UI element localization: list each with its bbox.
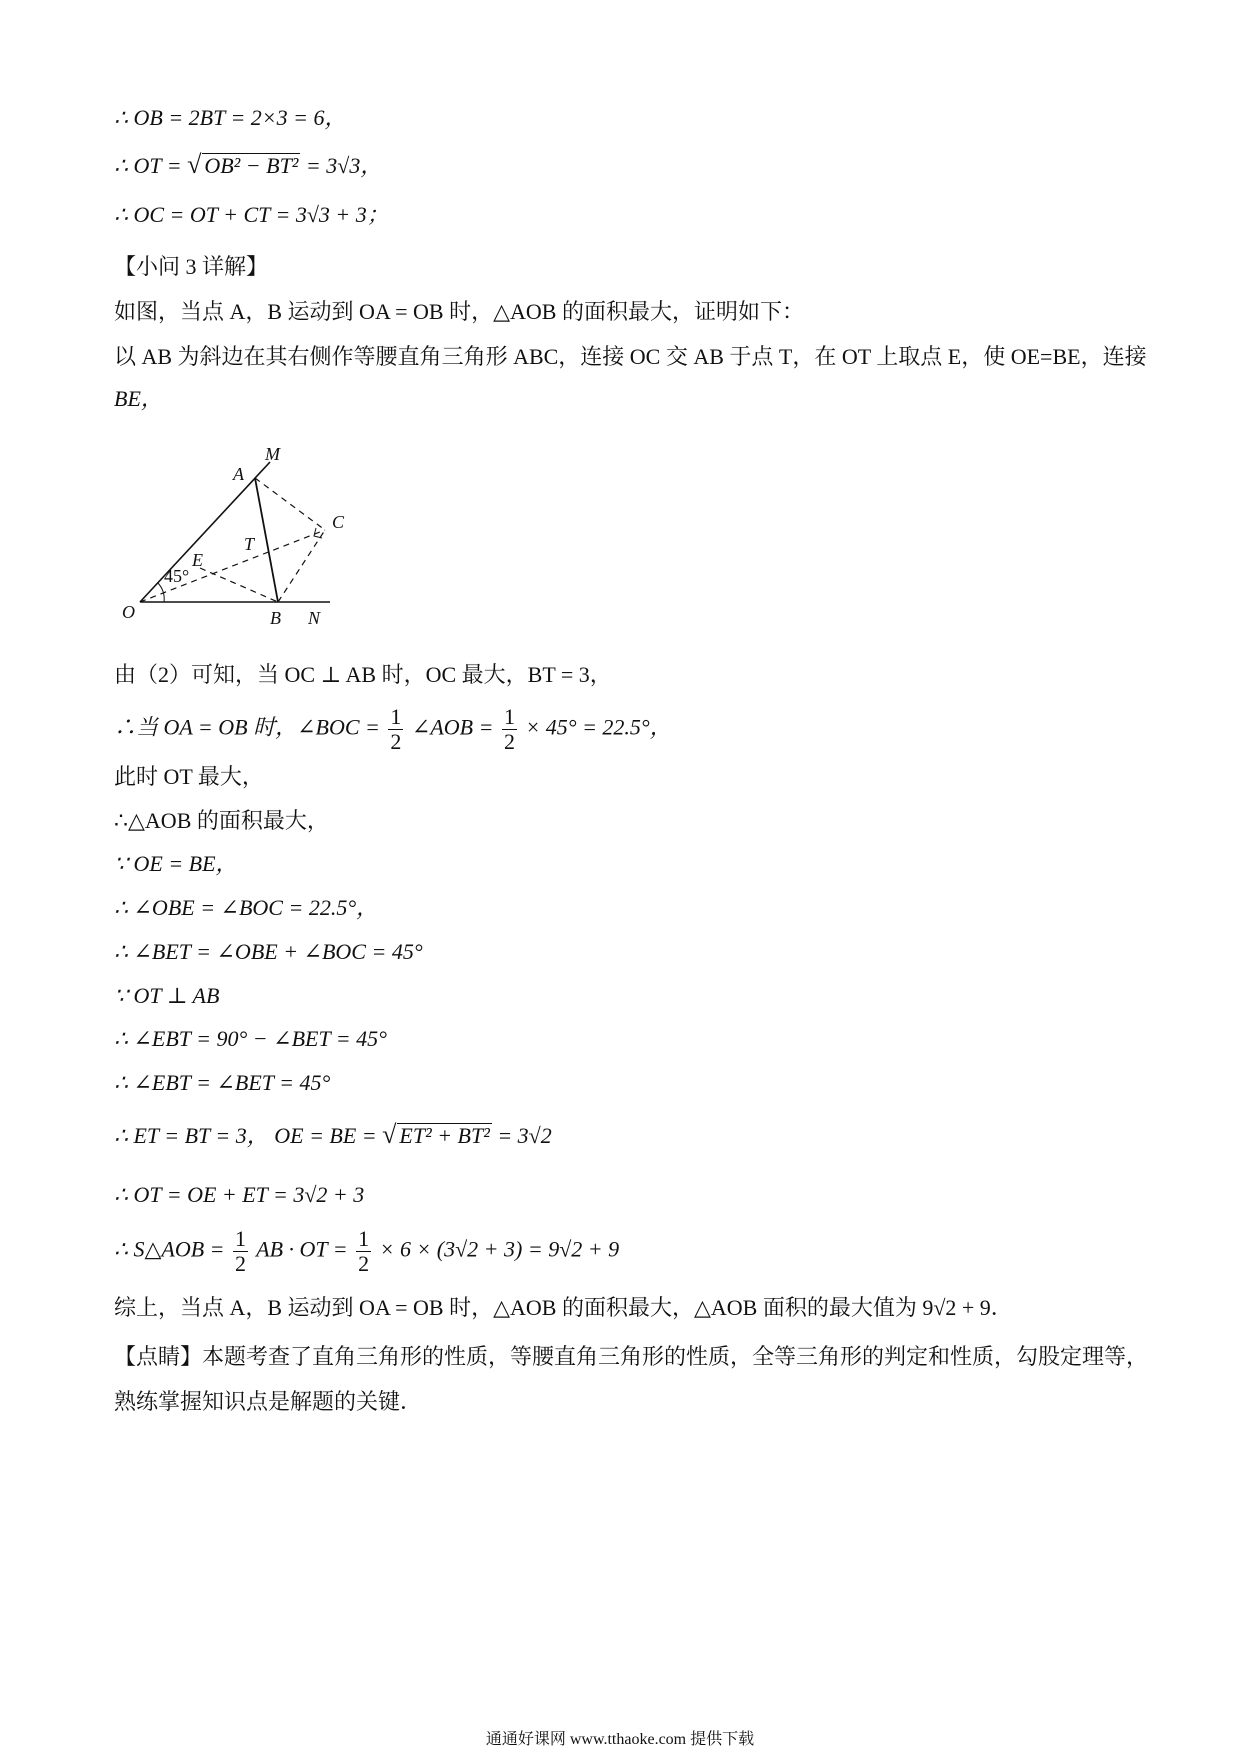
sqrt-expression: ET² + BT² bbox=[399, 1123, 490, 1148]
sqrt-expression: OB² − BT² bbox=[204, 153, 299, 178]
segment-be bbox=[200, 568, 278, 602]
line-construction-cont: BE， bbox=[114, 386, 163, 411]
segment-bc bbox=[278, 530, 325, 602]
fraction-half: $\frac{1}{2}$ bbox=[235, 1226, 247, 1276]
fraction-half: $\frac{1}{2}$ bbox=[390, 704, 402, 754]
label-n: N bbox=[308, 608, 321, 628]
line-area-max: ∴△AOB 的面积最大， bbox=[114, 808, 329, 833]
ray-om bbox=[140, 462, 270, 602]
label-t: T bbox=[244, 534, 255, 554]
line-ot-max: 此时 OT 最大， bbox=[114, 764, 264, 789]
line-comment: 【点睛】本题考查了直角三角形的性质，等腰直角三角形的性质，全等三角形的判定和性质，勾股定理等， bbox=[114, 1344, 1149, 1369]
line-claim: 如图，当点 A，B 运动到 OA = OB 时，△AOB 的面积最大，证明如下： bbox=[114, 299, 804, 324]
line-comment-cont: 熟练掌握知识点是解题的关键． bbox=[114, 1389, 423, 1414]
section-heading-q3: 【小问 3 详解】 bbox=[114, 254, 269, 279]
segment-ab bbox=[255, 478, 278, 602]
line-construction: 以 AB 为斜边在其右侧作等腰直角三角形 ABC，连接 OC 交 AB 于点 T，在 OT 上取点 E，使 OE=BE，连接 bbox=[114, 344, 1147, 369]
line-angle-ebt: ∴ ∠EBT = 90° − ∠BET = 45° bbox=[114, 1026, 387, 1051]
line-area-formula: ∴ S△AOB = $\frac{1}{2}$ AB · OT = $\frac{1}{2}$ × 6 × (3√2 + 3) = 9√2 + 9 bbox=[114, 1226, 620, 1276]
label-o: O bbox=[122, 602, 135, 622]
fraction-half: $\frac{1}{2}$ bbox=[358, 1226, 370, 1276]
label-e: E bbox=[192, 550, 203, 570]
line-angle-boc: ∴当 OA = OB 时，∠BOC = $\frac{1}{2}$ ∠AOB = $\frac{1}{2}$ × 45° = 22.5°， bbox=[114, 704, 672, 754]
line-from-part2: 由（2）可知，当 OC ⊥ AB 时，OC 最大，BT = 3， bbox=[114, 662, 612, 687]
label-b: B bbox=[270, 608, 281, 628]
label-m: M bbox=[265, 444, 280, 464]
fraction-half: $\frac{1}{2}$ bbox=[503, 704, 515, 754]
line-conclusion: 综上，当点 A，B 运动到 OA = OB 时，△AOB 的面积最大，△AOB 面积的最大值为 9√2 + 9． bbox=[114, 1295, 1013, 1320]
line-ot-perp: ∵ OT ⊥ AB bbox=[114, 983, 220, 1008]
line-oe-be: ∵ OE = BE， bbox=[114, 851, 238, 876]
page-footer: 通通好课网 www.tthaoke.com 提供下载 bbox=[485, 1731, 755, 1748]
label-c: C bbox=[332, 512, 345, 532]
line-ot-sum: ∴ OT = OE + ET = 3√2 + 3 bbox=[114, 1182, 365, 1207]
line-oc-value: ∴ OC = OT + CT = 3√3 + 3； bbox=[114, 202, 389, 227]
line-et-bt: ∴ ET = BT = 3， OE = BE = √ ET² + BT² = 3√2 bbox=[114, 1120, 552, 1149]
line-angle-bet: ∴ ∠BET = ∠OBE + ∠BOC = 45° bbox=[114, 939, 423, 964]
line-angle-obe: ∴ ∠OBE = ∠BOC = 22.5°， bbox=[114, 895, 379, 920]
segment-ac bbox=[255, 478, 325, 530]
line-ob-equals-6: ∴ OB = 2BT = 2×3 = 6， bbox=[114, 105, 347, 130]
line-ot-sqrt: ∴ OT = √ OB² − BT² = 3√3， bbox=[114, 150, 383, 179]
label-angle-45: 45° bbox=[164, 566, 190, 586]
label-a: A bbox=[233, 464, 244, 484]
line-angles-equal: ∴ ∠EBT = ∠BET = 45° bbox=[114, 1070, 331, 1095]
